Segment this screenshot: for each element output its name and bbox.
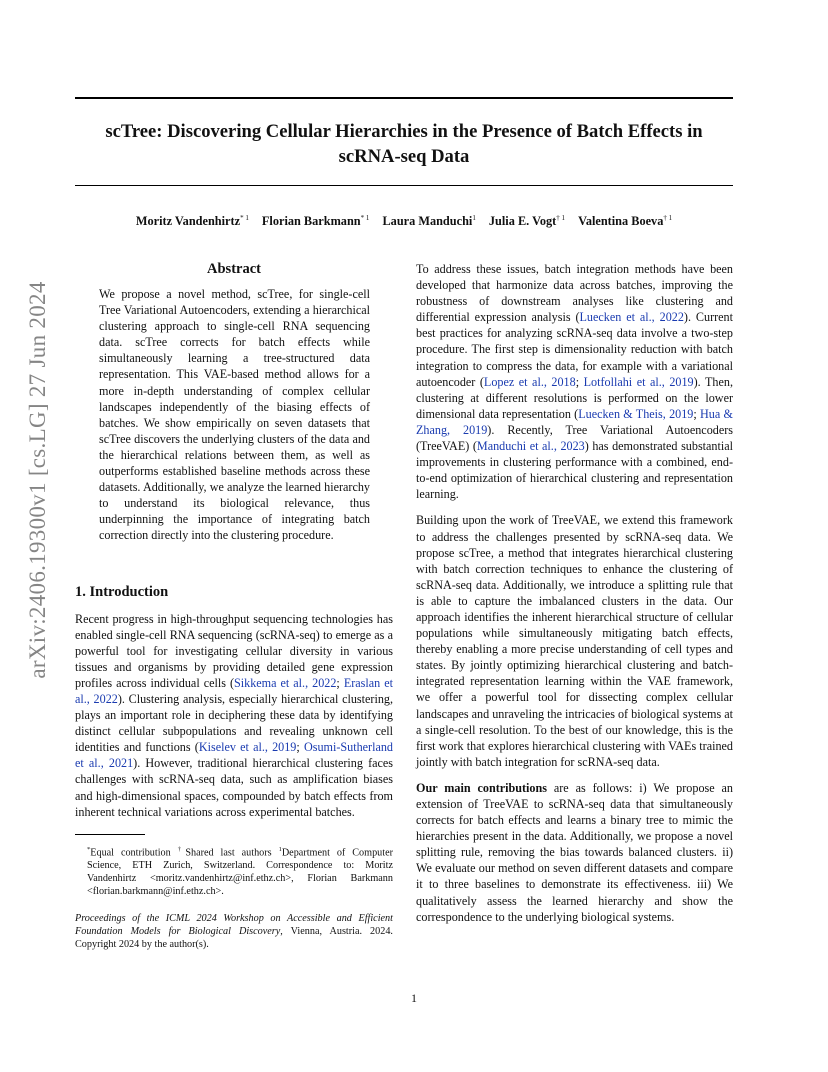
author-affiliation-marks: 1 — [472, 214, 476, 222]
author-affiliation-marks: † 1 — [663, 214, 673, 222]
introduction-paragraph: Building upon the work of TreeVAE, we extend this framework to address the challenges presented by scRNA-seq data. We propose scTree, a method that integrates hierarchical clustering with batch correction techniques to enhance the clustering of scRNA-seq data. Additionally, we introduce a splitting rule that is able to capture the imbalanced clusters in the data. Our approach identifies the inherent hierarchical structure of cellular populations while simultaneously mitigating batch effects, thereby enabling a more precise understanding of cell types and states. By jointly optimizing hierarchical clustering and batch-integrated representation learning within the VAE framework, we offer a powerful tool for dissecting complex cellular landscapes and unraveling the intricacies of biological systems at a single-cell resolution. To the best of our knowledge, this is the first work that explores hierarchical clustering with VAEs trained jointly with batch integration for scRNA-seq data. — [416, 513, 733, 769]
title-bottom-rule — [75, 185, 733, 186]
contributions-lead: Our main contributions — [416, 780, 547, 795]
body-text: are as follows: i) We propose an extension of TreeVAE to scRNA-seq data that simultaneously corrects for batch effects and learns a binary tree to mimic the hierarchies present in the data. Additionally, we propose a novel splitting rule, removing the bias towards balanced clusters. ii) We evaluate our method on seven different datasets and compare it to three baselines to demonstrate its effectiveness. iii) We qualitatively assess the learned hierarchy and show the correspondence to the underlying biological systems. — [416, 780, 733, 924]
arxiv-identifier-stamp: arXiv:2406.19300v1 [cs.LG] 27 Jun 2024 — [25, 281, 50, 679]
citation-link[interactable]: Sikkema et al., 2022 — [234, 675, 337, 690]
citation-link[interactable]: Luecken et al., 2022 — [579, 310, 684, 325]
footnote-mark: * — [87, 845, 91, 853]
body-text: ). Clustering analysis, especially hierarchical clustering, plays an important role in deciphering these data by identifying distinct cellular subpopulations and revealing unknown cell identities and functions ( — [75, 691, 393, 755]
paper-title-line-1: scTree: Discovering Cellular Hierarchies in the Presence of Batch Effects in — [105, 121, 703, 142]
author — [578, 214, 672, 228]
author-affiliation-marks: * 1 — [360, 214, 370, 222]
author — [489, 214, 565, 228]
citation-link[interactable]: Kiselev et al., 2019 — [198, 740, 297, 755]
author — [136, 214, 249, 228]
body-text: ). Then, clustering at different resolutions is performed on the lower dimensional data representation ( — [416, 374, 733, 421]
citation-link[interactable]: Lotfollahi et al., 2019 — [583, 374, 694, 389]
paper-title — [75, 119, 733, 169]
proceedings-note — [75, 912, 393, 951]
footnote-text: Department of Computer Science, ETH Zurich, Switzerland. Correspondence to: Moritz Vandenhirtz <moritz.vandenhirtz@inf.ethz.ch>, Florian Barkmann <florian.barkmann@inf.ethz.ch>. — [87, 847, 393, 898]
page-number: 1 — [411, 991, 417, 1005]
citation-separator: ; — [575, 374, 584, 389]
introduction-paragraph — [75, 611, 393, 820]
footnote-affiliations — [75, 843, 393, 898]
proceedings-venue: Proceedings of the ICML 2024 Workshop on Accessible and Efficient Foundation Models for Biological Discovery — [75, 913, 393, 938]
citation-separator: ; — [336, 675, 344, 690]
title-top-rule — [75, 97, 733, 99]
citation-link[interactable]: Manduchi et al., 2023 — [476, 439, 585, 454]
footnote-mark: 1 — [278, 845, 282, 853]
citation-separator: ; — [693, 406, 701, 421]
author-name: Julia E. Vogt — [488, 214, 557, 228]
section-heading-introduction: 1. Introduction — [75, 583, 169, 600]
footnote-mark: † — [177, 845, 186, 853]
body-text: ). Current best practices for analyzing scRNA-seq data involve a two-step procedure. The first step is dimensionality reduction with batch integration to compress the data, for example with a variational autoencoder ( — [416, 310, 733, 389]
footnote-rule — [75, 834, 145, 835]
right-column — [416, 260, 733, 925]
footnote-text: Shared last authors — [185, 847, 279, 859]
paper-title-line-2: scRNA-seq Data — [338, 146, 470, 167]
body-text: ). However, traditional hierarchical clustering faces challenges with scRNA-seq data, such as amplification biases and high-dimensional spaces, compounded by batch effects from inherent technical variations across experimental batches. — [75, 756, 393, 819]
body-text: ) has demonstrated substantial improvements in clustering performance with a combined, end-to-end optimization of hierarchical clustering and representation learning. — [416, 439, 734, 502]
contributions-paragraph — [416, 780, 733, 925]
abstract-text: We propose a novel method, scTree, for single-cell Tree Variational Autoencoders, extending a hierarchical clustering approach to single-cell RNA sequencing data. scTree corrects for batch effects while simultaneously learning a tree-structured data representation. This VAE-based method allows for a more in-depth understanding of complex cellular landscapes independently of the biasing effects of batches. We show empirically on seven datasets that scTree discovers the underlying clusters of the data and the hierarchical relations between them, as well as outperforms established baseline methods across these datasets. Additionally, we analyze the learned hierarchy to understand its biological relevance, thus underpinning the importance of integrating batch correction directly into the clustering procedure. — [99, 287, 370, 543]
citation-separator: ; — [296, 740, 304, 755]
author-name: Moritz Vandenhirtz — [135, 214, 241, 228]
citation-link[interactable]: Osumi-Sutherland et al., 2021 — [75, 740, 393, 771]
footnote-text: Equal contribution — [90, 847, 178, 859]
citation-link[interactable]: Luecken & Theis, 2019 — [578, 406, 694, 421]
author-name: Laura Manduchi — [382, 214, 473, 228]
author-affiliation-marks: * 1 — [240, 214, 249, 222]
citation-link[interactable]: Hua & Zhang, 2019 — [416, 406, 733, 437]
body-text: To address these issues, batch integration methods have been developed that harmonize data across batches, improving the robustness of downstream analyses like clustering and differential expression analysis ( — [416, 262, 733, 325]
author — [262, 214, 369, 228]
body-text: ). Recently, Tree Variational Autoencoders (TreeVAE) ( — [416, 422, 733, 454]
introduction-paragraph — [416, 261, 733, 502]
author — [382, 214, 475, 228]
author-list — [75, 214, 733, 229]
abstract-heading: Abstract — [207, 261, 261, 277]
author-affiliation-marks: † 1 — [556, 214, 565, 222]
body-text: Recent progress in high-throughput sequencing technologies has enabled single-cell RNA sequencing (scRNA-seq) to emerge as a powerful tool for investigating cellular diversity in various tissues and organisms by providing detailed gene expression profiles across individual cells ( — [75, 611, 393, 690]
left-column — [75, 260, 393, 951]
citation-link[interactable]: Lopez et al., 2018 — [483, 374, 576, 389]
citation-link[interactable]: Eraslan et al., 2022 — [75, 675, 393, 706]
author-name: Florian Barkmann — [261, 214, 361, 228]
proceedings-details: , Vienna, Austria. 2024. Copyright 2024 by the author(s). — [75, 926, 393, 951]
author-name: Valentina Boeva — [578, 214, 664, 228]
